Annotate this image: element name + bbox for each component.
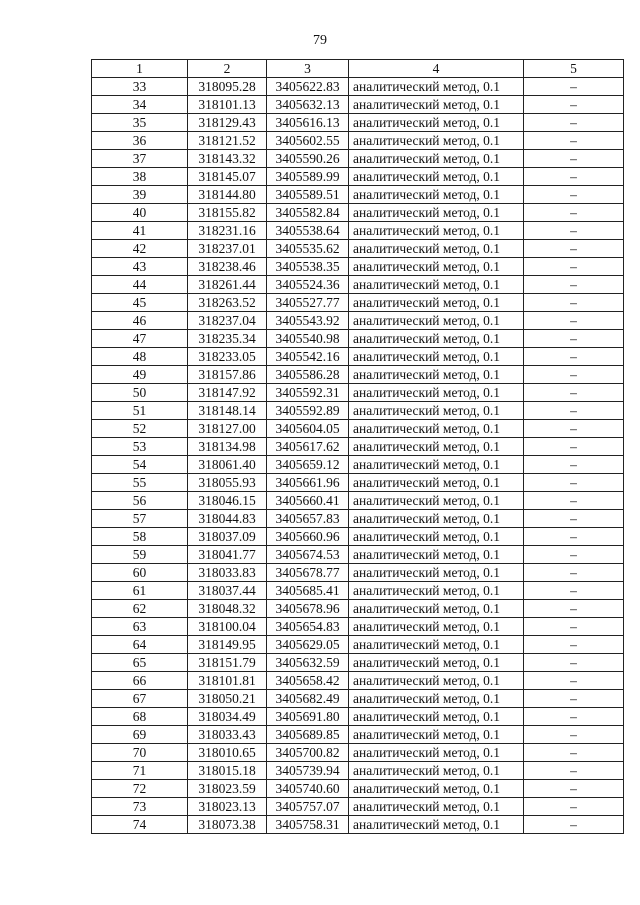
method-cell: аналитический метод, 0.1 [349, 78, 524, 96]
point-number-cell: 67 [92, 690, 188, 708]
point-number-cell: 52 [92, 420, 188, 438]
x-coordinate-cell: 318050.21 [188, 690, 267, 708]
y-coordinate-cell: 3405616.13 [267, 114, 349, 132]
x-coordinate-cell: 318023.13 [188, 798, 267, 816]
column-header-4: 4 [349, 60, 524, 78]
note-cell: – [524, 816, 624, 834]
table-row [92, 456, 624, 474]
y-coordinate-cell: 3405632.13 [267, 96, 349, 114]
y-coordinate-cell: 3405524.36 [267, 276, 349, 294]
x-coordinate-cell: 318149.95 [188, 636, 267, 654]
point-number-cell: 63 [92, 618, 188, 636]
method-cell: аналитический метод, 0.1 [349, 546, 524, 564]
x-coordinate-cell: 318134.98 [188, 438, 267, 456]
y-coordinate-cell: 3405538.35 [267, 258, 349, 276]
note-cell: – [524, 402, 624, 420]
point-number-cell: 33 [92, 78, 188, 96]
method-cell: аналитический метод, 0.1 [349, 780, 524, 798]
column-header-2: 2 [188, 60, 267, 78]
x-coordinate-cell: 318237.01 [188, 240, 267, 258]
x-coordinate-cell: 318263.52 [188, 294, 267, 312]
y-coordinate-cell: 3405590.26 [267, 150, 349, 168]
method-cell: аналитический метод, 0.1 [349, 708, 524, 726]
table-row [92, 654, 624, 672]
point-number-cell: 35 [92, 114, 188, 132]
point-number-cell: 40 [92, 204, 188, 222]
method-cell: аналитический метод, 0.1 [349, 240, 524, 258]
y-coordinate-cell: 3405689.85 [267, 726, 349, 744]
method-cell: аналитический метод, 0.1 [349, 492, 524, 510]
method-cell: аналитический метод, 0.1 [349, 474, 524, 492]
method-cell: аналитический метод, 0.1 [349, 510, 524, 528]
table-row [92, 132, 624, 150]
y-coordinate-cell: 3405592.31 [267, 384, 349, 402]
note-cell: – [524, 528, 624, 546]
table-row [92, 420, 624, 438]
note-cell: – [524, 114, 624, 132]
table-row [92, 510, 624, 528]
x-coordinate-cell: 318151.79 [188, 654, 267, 672]
note-cell: – [524, 546, 624, 564]
table-row [92, 690, 624, 708]
note-cell: – [524, 186, 624, 204]
y-coordinate-cell: 3405661.96 [267, 474, 349, 492]
y-coordinate-cell: 3405632.59 [267, 654, 349, 672]
note-cell: – [524, 312, 624, 330]
table-row [92, 330, 624, 348]
table-row [92, 546, 624, 564]
x-coordinate-cell: 318010.65 [188, 744, 267, 762]
y-coordinate-cell: 3405678.96 [267, 600, 349, 618]
method-cell: аналитический метод, 0.1 [349, 402, 524, 420]
method-cell: аналитический метод, 0.1 [349, 762, 524, 780]
table-row [92, 492, 624, 510]
table-row [92, 600, 624, 618]
x-coordinate-cell: 318055.93 [188, 474, 267, 492]
column-header-5: 5 [524, 60, 624, 78]
note-cell: – [524, 654, 624, 672]
note-cell: – [524, 150, 624, 168]
point-number-cell: 46 [92, 312, 188, 330]
point-number-cell: 58 [92, 528, 188, 546]
x-coordinate-cell: 318233.05 [188, 348, 267, 366]
note-cell: – [524, 618, 624, 636]
point-number-cell: 50 [92, 384, 188, 402]
point-number-cell: 61 [92, 582, 188, 600]
x-coordinate-cell: 318147.92 [188, 384, 267, 402]
y-coordinate-cell: 3405659.12 [267, 456, 349, 474]
note-cell: – [524, 78, 624, 96]
table-row [92, 474, 624, 492]
x-coordinate-cell: 318034.49 [188, 708, 267, 726]
point-number-cell: 73 [92, 798, 188, 816]
table-row [92, 150, 624, 168]
y-coordinate-cell: 3405586.28 [267, 366, 349, 384]
y-coordinate-cell: 3405542.16 [267, 348, 349, 366]
table-row [92, 744, 624, 762]
note-cell: – [524, 708, 624, 726]
method-cell: аналитический метод, 0.1 [349, 600, 524, 618]
table-row [92, 348, 624, 366]
y-coordinate-cell: 3405660.96 [267, 528, 349, 546]
method-cell: аналитический метод, 0.1 [349, 168, 524, 186]
note-cell: – [524, 366, 624, 384]
method-cell: аналитический метод, 0.1 [349, 96, 524, 114]
y-coordinate-cell: 3405629.05 [267, 636, 349, 654]
table-row [92, 294, 624, 312]
method-cell: аналитический метод, 0.1 [349, 222, 524, 240]
note-cell: – [524, 564, 624, 582]
point-number-cell: 41 [92, 222, 188, 240]
y-coordinate-cell: 3405674.53 [267, 546, 349, 564]
y-coordinate-cell: 3405538.64 [267, 222, 349, 240]
point-number-cell: 37 [92, 150, 188, 168]
method-cell: аналитический метод, 0.1 [349, 258, 524, 276]
note-cell: – [524, 762, 624, 780]
x-coordinate-cell: 318148.14 [188, 402, 267, 420]
x-coordinate-cell: 318101.81 [188, 672, 267, 690]
y-coordinate-cell: 3405540.98 [267, 330, 349, 348]
point-number-cell: 71 [92, 762, 188, 780]
x-coordinate-cell: 318041.77 [188, 546, 267, 564]
table-row [92, 258, 624, 276]
x-coordinate-cell: 318144.80 [188, 186, 267, 204]
method-cell: аналитический метод, 0.1 [349, 150, 524, 168]
x-coordinate-cell: 318145.07 [188, 168, 267, 186]
y-coordinate-cell: 3405592.89 [267, 402, 349, 420]
table-row [92, 240, 624, 258]
method-cell: аналитический метод, 0.1 [349, 384, 524, 402]
x-coordinate-cell: 318127.00 [188, 420, 267, 438]
method-cell: аналитический метод, 0.1 [349, 672, 524, 690]
point-number-cell: 59 [92, 546, 188, 564]
x-coordinate-cell: 318237.04 [188, 312, 267, 330]
point-number-cell: 55 [92, 474, 188, 492]
y-coordinate-cell: 3405685.41 [267, 582, 349, 600]
method-cell: аналитический метод, 0.1 [349, 690, 524, 708]
x-coordinate-cell: 318046.15 [188, 492, 267, 510]
x-coordinate-cell: 318235.34 [188, 330, 267, 348]
note-cell: – [524, 204, 624, 222]
x-coordinate-cell: 318033.43 [188, 726, 267, 744]
method-cell: аналитический метод, 0.1 [349, 636, 524, 654]
y-coordinate-cell: 3405682.49 [267, 690, 349, 708]
method-cell: аналитический метод, 0.1 [349, 366, 524, 384]
x-coordinate-cell: 318033.83 [188, 564, 267, 582]
y-coordinate-cell: 3405739.94 [267, 762, 349, 780]
y-coordinate-cell: 3405654.83 [267, 618, 349, 636]
point-number-cell: 54 [92, 456, 188, 474]
table-row [92, 96, 624, 114]
table-row [92, 222, 624, 240]
table-row [92, 168, 624, 186]
method-cell: аналитический метод, 0.1 [349, 348, 524, 366]
x-coordinate-cell: 318073.38 [188, 816, 267, 834]
point-number-cell: 57 [92, 510, 188, 528]
x-coordinate-cell: 318061.40 [188, 456, 267, 474]
note-cell: – [524, 438, 624, 456]
point-number-cell: 34 [92, 96, 188, 114]
point-number-cell: 42 [92, 240, 188, 258]
note-cell: – [524, 726, 624, 744]
y-coordinate-cell: 3405604.05 [267, 420, 349, 438]
x-coordinate-cell: 318101.13 [188, 96, 267, 114]
y-coordinate-cell: 3405758.31 [267, 816, 349, 834]
x-coordinate-cell: 318129.43 [188, 114, 267, 132]
table-row [92, 762, 624, 780]
method-cell: аналитический метод, 0.1 [349, 726, 524, 744]
table-row [92, 438, 624, 456]
note-cell: – [524, 510, 624, 528]
point-number-cell: 43 [92, 258, 188, 276]
table-row [92, 366, 624, 384]
y-coordinate-cell: 3405582.84 [267, 204, 349, 222]
point-number-cell: 48 [92, 348, 188, 366]
point-number-cell: 69 [92, 726, 188, 744]
table-header-row [92, 60, 624, 78]
method-cell: аналитический метод, 0.1 [349, 330, 524, 348]
y-coordinate-cell: 3405622.83 [267, 78, 349, 96]
y-coordinate-cell: 3405678.77 [267, 564, 349, 582]
point-number-cell: 36 [92, 132, 188, 150]
note-cell: – [524, 294, 624, 312]
note-cell: – [524, 222, 624, 240]
point-number-cell: 65 [92, 654, 188, 672]
x-coordinate-cell: 318261.44 [188, 276, 267, 294]
note-cell: – [524, 330, 624, 348]
table-row [92, 186, 624, 204]
point-number-cell: 44 [92, 276, 188, 294]
x-coordinate-cell: 318143.32 [188, 150, 267, 168]
point-number-cell: 56 [92, 492, 188, 510]
table-row [92, 618, 624, 636]
x-coordinate-cell: 318015.18 [188, 762, 267, 780]
note-cell: – [524, 636, 624, 654]
column-header-1: 1 [92, 60, 188, 78]
note-cell: – [524, 690, 624, 708]
page-number: 79 [313, 33, 327, 48]
method-cell: аналитический метод, 0.1 [349, 528, 524, 546]
point-number-cell: 47 [92, 330, 188, 348]
note-cell: – [524, 276, 624, 294]
method-cell: аналитический метод, 0.1 [349, 276, 524, 294]
note-cell: – [524, 600, 624, 618]
method-cell: аналитический метод, 0.1 [349, 420, 524, 438]
table-row [92, 672, 624, 690]
point-number-cell: 45 [92, 294, 188, 312]
method-cell: аналитический метод, 0.1 [349, 114, 524, 132]
point-number-cell: 64 [92, 636, 188, 654]
point-number-cell: 51 [92, 402, 188, 420]
table-row [92, 384, 624, 402]
method-cell: аналитический метод, 0.1 [349, 186, 524, 204]
method-cell: аналитический метод, 0.1 [349, 204, 524, 222]
note-cell: – [524, 582, 624, 600]
table-row [92, 708, 624, 726]
point-number-cell: 66 [92, 672, 188, 690]
table-row [92, 312, 624, 330]
method-cell: аналитический метод, 0.1 [349, 132, 524, 150]
x-coordinate-cell: 318037.44 [188, 582, 267, 600]
note-cell: – [524, 744, 624, 762]
method-cell: аналитический метод, 0.1 [349, 438, 524, 456]
y-coordinate-cell: 3405757.07 [267, 798, 349, 816]
note-cell: – [524, 96, 624, 114]
note-cell: – [524, 420, 624, 438]
table-row [92, 114, 624, 132]
table-row [92, 528, 624, 546]
x-coordinate-cell: 318044.83 [188, 510, 267, 528]
method-cell: аналитический метод, 0.1 [349, 312, 524, 330]
table-row [92, 636, 624, 654]
note-cell: – [524, 384, 624, 402]
x-coordinate-cell: 318048.32 [188, 600, 267, 618]
y-coordinate-cell: 3405527.77 [267, 294, 349, 312]
point-number-cell: 39 [92, 186, 188, 204]
point-number-cell: 60 [92, 564, 188, 582]
point-number-cell: 49 [92, 366, 188, 384]
method-cell: аналитический метод, 0.1 [349, 456, 524, 474]
table-row [92, 798, 624, 816]
method-cell: аналитический метод, 0.1 [349, 798, 524, 816]
table-row [92, 204, 624, 222]
note-cell: – [524, 348, 624, 366]
column-header-3: 3 [267, 60, 349, 78]
table-row [92, 582, 624, 600]
x-coordinate-cell: 318095.28 [188, 78, 267, 96]
note-cell: – [524, 672, 624, 690]
point-number-cell: 72 [92, 780, 188, 798]
y-coordinate-cell: 3405658.42 [267, 672, 349, 690]
point-number-cell: 38 [92, 168, 188, 186]
table-row [92, 726, 624, 744]
point-number-cell: 68 [92, 708, 188, 726]
point-number-cell: 74 [92, 816, 188, 834]
point-number-cell: 53 [92, 438, 188, 456]
note-cell: – [524, 780, 624, 798]
note-cell: – [524, 240, 624, 258]
table-row [92, 564, 624, 582]
x-coordinate-cell: 318231.16 [188, 222, 267, 240]
method-cell: аналитический метод, 0.1 [349, 582, 524, 600]
x-coordinate-cell: 318023.59 [188, 780, 267, 798]
y-coordinate-cell: 3405691.80 [267, 708, 349, 726]
y-coordinate-cell: 3405700.82 [267, 744, 349, 762]
y-coordinate-cell: 3405740.60 [267, 780, 349, 798]
y-coordinate-cell: 3405617.62 [267, 438, 349, 456]
x-coordinate-cell: 318037.09 [188, 528, 267, 546]
table-row [92, 780, 624, 798]
table-body [92, 78, 624, 834]
table-row [92, 276, 624, 294]
method-cell: аналитический метод, 0.1 [349, 744, 524, 762]
table-row [92, 816, 624, 834]
coordinates-table [91, 59, 624, 834]
note-cell: – [524, 258, 624, 276]
note-cell: – [524, 798, 624, 816]
method-cell: аналитический метод, 0.1 [349, 816, 524, 834]
method-cell: аналитический метод, 0.1 [349, 654, 524, 672]
y-coordinate-cell: 3405589.51 [267, 186, 349, 204]
note-cell: – [524, 456, 624, 474]
y-coordinate-cell: 3405535.62 [267, 240, 349, 258]
method-cell: аналитический метод, 0.1 [349, 618, 524, 636]
note-cell: – [524, 474, 624, 492]
point-number-cell: 62 [92, 600, 188, 618]
x-coordinate-cell: 318121.52 [188, 132, 267, 150]
y-coordinate-cell: 3405602.55 [267, 132, 349, 150]
y-coordinate-cell: 3405589.99 [267, 168, 349, 186]
note-cell: – [524, 492, 624, 510]
method-cell: аналитический метод, 0.1 [349, 564, 524, 582]
y-coordinate-cell: 3405660.41 [267, 492, 349, 510]
note-cell: – [524, 168, 624, 186]
table-row [92, 402, 624, 420]
note-cell: – [524, 132, 624, 150]
x-coordinate-cell: 318238.46 [188, 258, 267, 276]
x-coordinate-cell: 318100.04 [188, 618, 267, 636]
x-coordinate-cell: 318155.82 [188, 204, 267, 222]
point-number-cell: 70 [92, 744, 188, 762]
y-coordinate-cell: 3405543.92 [267, 312, 349, 330]
method-cell: аналитический метод, 0.1 [349, 294, 524, 312]
x-coordinate-cell: 318157.86 [188, 366, 267, 384]
table-row [92, 78, 624, 96]
y-coordinate-cell: 3405657.83 [267, 510, 349, 528]
